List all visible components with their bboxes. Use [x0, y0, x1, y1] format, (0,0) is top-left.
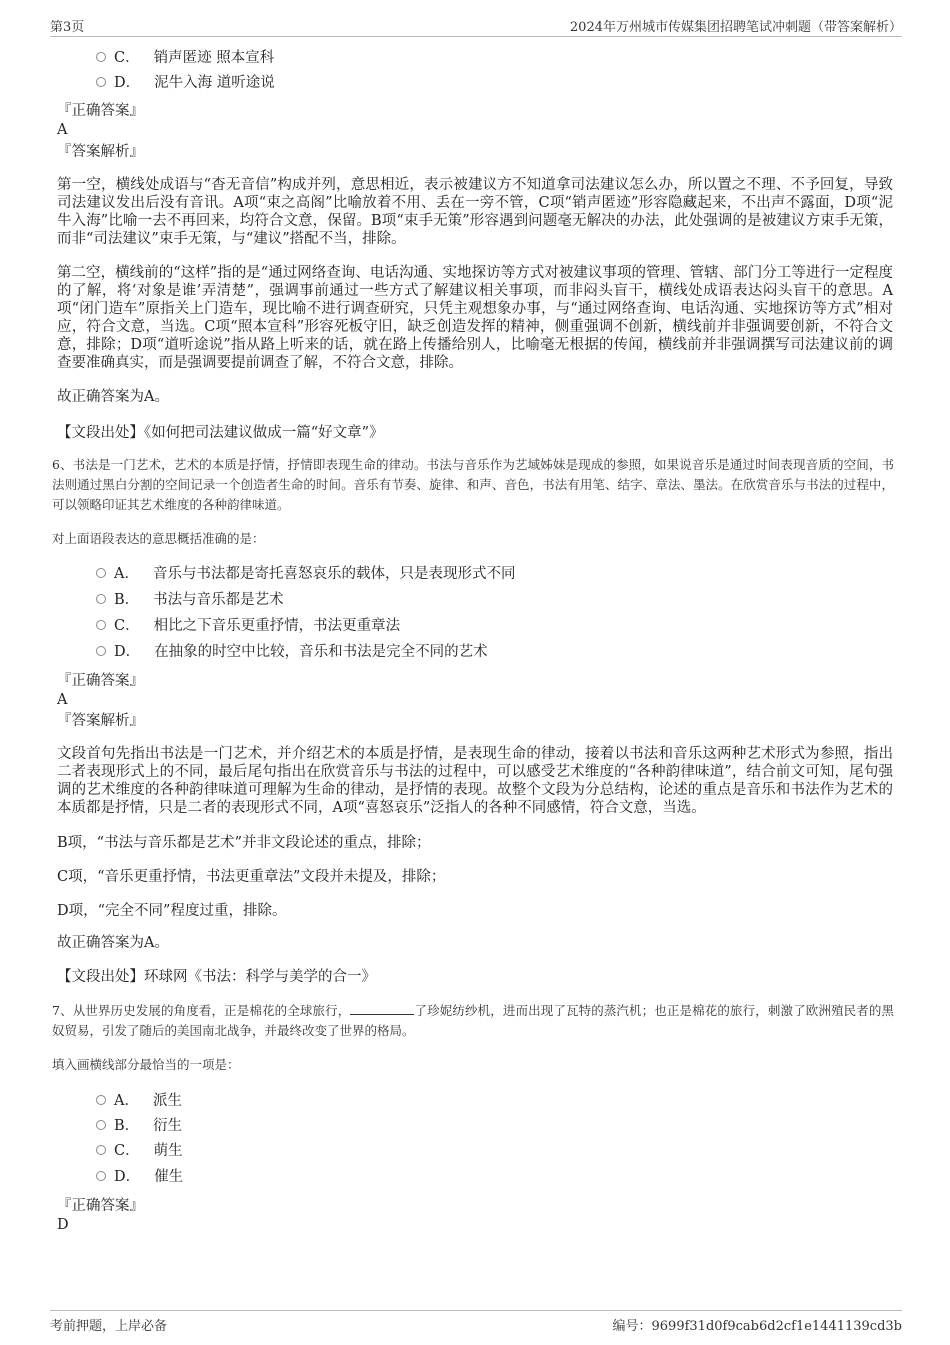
radio-icon[interactable] — [96, 1120, 106, 1130]
radio-icon[interactable] — [96, 1145, 106, 1155]
q7-answer: D — [57, 1217, 69, 1233]
q7-prompt: 填入画横线部分最恰当的一项是： — [52, 1057, 240, 1072]
radio-icon[interactable] — [96, 1171, 106, 1181]
radio-icon[interactable] — [96, 52, 106, 62]
q7-question-text: 7、从世界历史发展的角度看，正是棉花的全球旅行， 了珍妮纺纱机，进而出现了瓦特的蒸汽机；也正是棉花的旅行，刺激了欧洲殖民者的黑奴贸易，引发了随后的美国南北战争，并最终改变了世界的格局。 — [52, 1003, 894, 1038]
radio-icon[interactable] — [96, 568, 106, 578]
q7-option-a[interactable]: A． 派生 — [96, 1091, 182, 1111]
q5-analysis-paragraph: 第一空，横线处成语与“杳无音信”构成并列，意思相近，表示被建议方不知道拿司法建议怎么办，所以置之不理、不予回复，导致司法建议发出后没有音讯。A项“束之高阁”比喻放着不用、丢在一旁不管，C项“销声匿迹”形容隐藏起来，不出声不露面，D项“泥牛入海”比喻一去不再回来，均符合文意，保留。B项“束手无策”形容遇到问题毫无解决的办法，此处强调的是被建议方束手无策，而非“司法建议”束手无策，与“建议”搭配不当，排除。 — [57, 177, 893, 247]
q6-answer: A — [57, 692, 68, 708]
q5-option-c[interactable]: C． 销声匿迹 照本宣科 — [96, 48, 274, 68]
radio-icon[interactable] — [96, 1095, 106, 1105]
q5-analysis-label: 『答案解析』 — [57, 144, 144, 160]
q6-analysis-label: 『答案解析』 — [57, 713, 144, 729]
q6-answer-label: 『正确答案』 — [57, 673, 144, 689]
q6-analysis-paragraph: D项，“完全不同”程度过重，排除。 — [57, 903, 287, 919]
q7-option-d[interactable]: D． 催生 — [96, 1167, 183, 1187]
radio-icon[interactable] — [96, 646, 106, 656]
radio-icon[interactable] — [96, 77, 106, 87]
q6-option-c[interactable]: C． 相比之下音乐更重抒情，书法更重章法 — [96, 616, 400, 636]
radio-icon[interactable] — [96, 594, 106, 604]
page-number: 第3页 — [50, 20, 85, 35]
radio-icon[interactable] — [96, 620, 106, 630]
q6-analysis-paragraph: 文段首句先指出书法是一门艺术，并介绍艺术的本质是抒情，是表现生命的律动，接着以书法和音乐这两种艺术形式为参照，指出二者表现形式上的不同，最后尾句指出在欣赏音乐与书法的过程中，可以感受艺术维度的“各种韵律味道”，结合前文可知，尾句强调的艺术维度的各种韵律味道可理解为生命的律动，是抒情的表现。故整个文段为分总结构，论述的重点是音乐和书法作为艺术的本质都是抒情，只是二者的表现形式不同，A项“喜怒哀乐”泛指人的各种不同感情，符合文意，当选。 — [57, 746, 893, 816]
q5-conclusion: 故正确答案为A。 — [57, 389, 169, 405]
q6-analysis-paragraph: C项，“音乐更重抒情，书法更重章法”文段并未提及，排除； — [57, 869, 446, 885]
q5-answer: A — [57, 122, 68, 138]
q5-option-d[interactable]: D． 泥牛入海 道听途说 — [96, 73, 275, 93]
document-id: 编号：9699f31d0f9cab6d2cf1e1441139cd3b — [612, 1319, 902, 1334]
q6-option-d[interactable]: D． 在抽象的时空中比较，音乐和书法是完全不同的艺术 — [96, 642, 488, 662]
q6-question-text: 6、书法是一门艺术，艺术的本质是抒情，抒情即表现生命的律动。书法与音乐作为艺域姊妹是现成的参照，如果说音乐是通过时间表现音质的空间，书法则通过黑白分割的空间记录一个创造者生命的时间。音乐有节奏、旋律、和声、音色，书法有用笔、结字、章法、墨法。在欣赏音乐与书法的过程中，可以领略印证其艺术维度的各种韵律味道。 — [52, 457, 894, 512]
q6-prompt: 对上面语段表达的意思概括准确的是： — [52, 531, 265, 546]
q6-option-b[interactable]: B． 书法与音乐都是艺术 — [96, 590, 284, 610]
q5-analysis-paragraph: 第二空，横线前的“这样”指的是“通过网络查询、电话沟通、实地探访等方式对被建议事项的管理、管辖、部门分工等进行一定程度的了解，将‘对象是谁’弄清楚”，强调事前通过一些方式了解建议相关事项，而非闷头盲干，横线处成语表达闷头盲干的意思。A项“闭门造车”原指关上门造车，现比喻不进行调查研究，只凭主观想象办事，与“通过网络查询、电话沟通、实地探访等方式”相对应，符合文意，当选。C项“照本宣科”形容死板守旧，缺乏创造发挥的精神，侧重强调不创新，横线前并非强调要创新，不符合文意，排除；D项“道听途说”指从路上听来的话，就在路上传播给别人，比喻毫无根据的传闻，横线前并非强调撰写司法建议前的调查要准确真实，而是强调要提前调查了解，不符合文意，排除。 — [57, 265, 893, 371]
footer-slogan: 考前押题，上岸必备 — [50, 1319, 168, 1334]
fill-blank[interactable] — [350, 1002, 414, 1015]
q5-source: 【文段出处】《如何把司法建议做成一篇“好文章”》 — [57, 425, 384, 441]
q7-answer-label: 『正确答案』 — [57, 1198, 144, 1214]
page-header — [50, 14, 902, 37]
document-title: 2024年万州城市传媒集团招聘笔试冲刺题（带答案解析） — [569, 20, 902, 35]
q7-option-b[interactable]: B． 衍生 — [96, 1116, 182, 1136]
q7-option-c[interactable]: C． 萌生 — [96, 1141, 183, 1161]
page-footer — [50, 1310, 902, 1335]
q6-source: 【文段出处】环球网《书法：科学与美学的合一》 — [57, 969, 376, 985]
q6-analysis-paragraph: B项，“书法与音乐都是艺术”并非文段论述的重点，排除； — [57, 835, 431, 851]
q5-answer-label: 『正确答案』 — [57, 103, 144, 119]
q6-option-a[interactable]: A． 音乐与书法都是寄托喜怒哀乐的载体，只是表现形式不同 — [96, 564, 515, 584]
q6-conclusion: 故正确答案为A。 — [57, 935, 169, 951]
